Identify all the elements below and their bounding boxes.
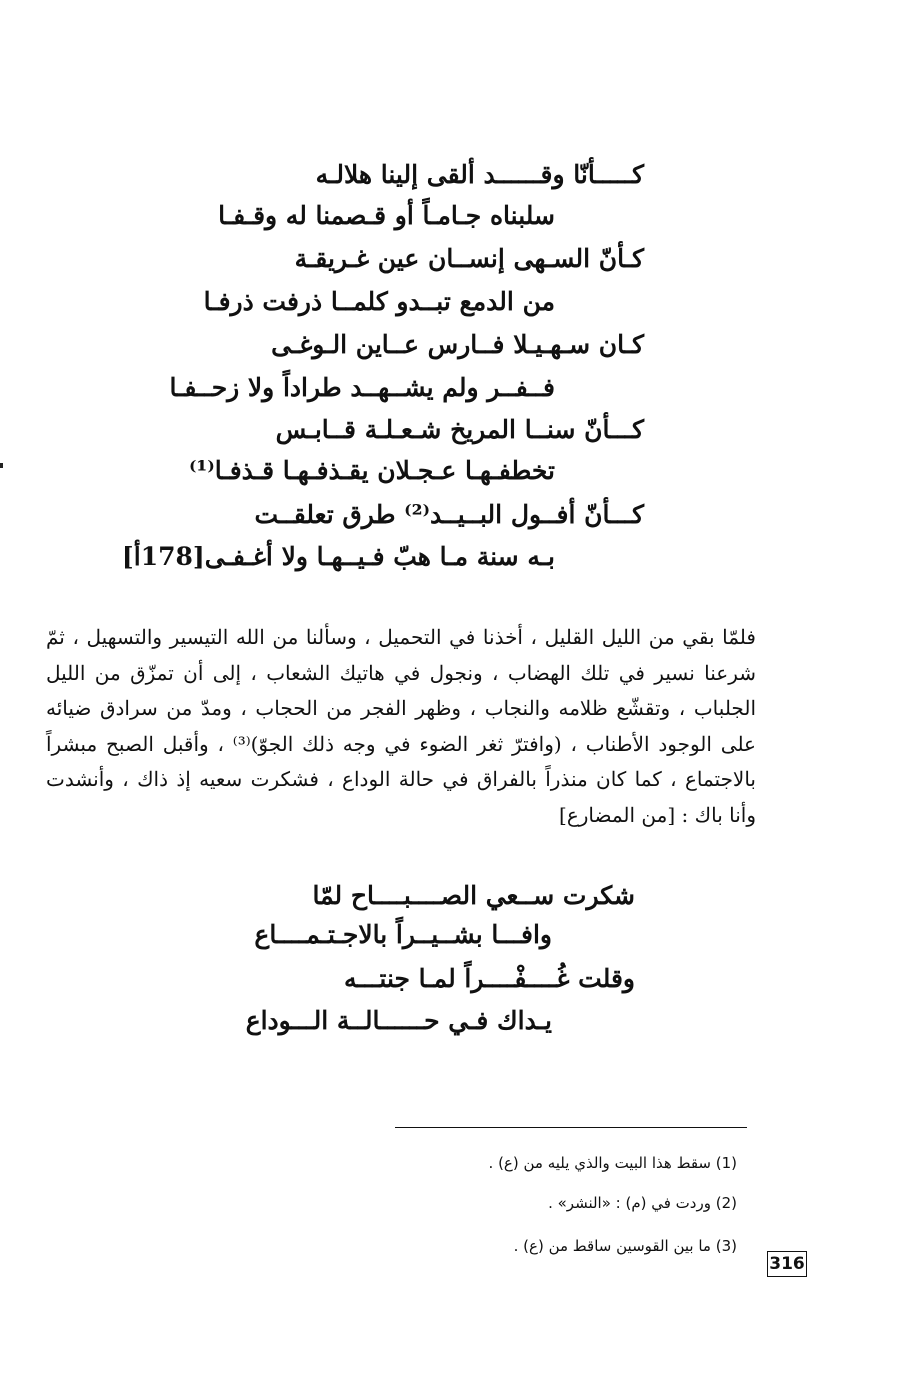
poem-1-line-2: سلبناه جـامـاً أو قـصمنا له وقـفـا <box>218 201 555 230</box>
poem-1-line-8: تخطفـهـا عـجـلان يقـذفـهـا قـذفـا⁽¹⁾ <box>188 456 555 485</box>
page-number: 316 <box>767 1251 807 1277</box>
poem-2-line-3: وقلت غُــــفْــــراً لمـا جنتـــه <box>344 964 635 993</box>
poem-2-line-4: يـداك فـي حــــــالــة الـــوداع <box>245 1006 552 1035</box>
footnote-2: (2) وردت في (م) : «النشر» . <box>548 1194 737 1212</box>
footnote-1: (1) سقط هذا البيت والذي يليه من (ع) . <box>488 1154 737 1172</box>
body-paragraph: فلمّا بقي من الليل القليل ، أخذنا في التحميل ، وسألنا من الله التيسير والتسهيل ، ثمّ شرعنا نسير في تلك الهضاب ، ونجول في هاتيك الشعاب ، إلى أن تمزّق من الليل الجلباب ، وتقشّع ظلامه والنجاب ، وظهر الفجر من الحجاب ، ومدّ من سرادق ضيائه على الوجود الأطناب ، (وافترّ ثغر الضوء في وجه ذلك الجوّ)⁽³⁾ ، وأقبل الصبح مبشراً بالاجتماع ، كما كان منذراً بالفراق في حالة الوداع ، فشكرت سعيه إذ ذاك ، وأنشدت وأنا باك : [من المضارع] <box>46 625 756 827</box>
poem-1-line-7: كـــأنّ سنــا المريخ شـعـلـة قــابـس <box>275 415 644 444</box>
poem-1-line-10: بـه سنة مـا هبّ فـيــهـا ولا أغـفـى[178أ] <box>121 542 555 571</box>
poem-1-line-3: كـأنّ السـهى إنســان عين غـريقـة <box>294 244 644 273</box>
footnote-3: (3) ما بين القوسين ساقط من (ع) . <box>513 1237 737 1255</box>
scan-mark <box>0 463 3 468</box>
poem-1-line-1: كـــــأنّا وقــــــد ألقى إلينا هلالـه <box>315 160 644 189</box>
poem-1-line-9: كـــأنّ أفــول البــيــد⁽²⁾ طرق تعلقــت <box>254 500 644 529</box>
poem-1-line-4: من الدمع تبــدو كلمــا ذرفت ذرفـا <box>203 287 555 316</box>
poem-1-line-6: فــفــر ولم يشــهــد طراداً ولا زحــفـا <box>169 373 555 402</box>
poem-2-line-1: شكرت ســعي الصــــبــــاح لمّا <box>312 881 635 910</box>
poem-2-line-2: وافـــا بشــيــراً بالاجـتـمــــاع <box>254 920 552 949</box>
footnote-separator <box>395 1127 747 1128</box>
poem-1-line-5: كـان سـهـيـلا فــارس عــاين الـوغـى <box>271 330 644 359</box>
